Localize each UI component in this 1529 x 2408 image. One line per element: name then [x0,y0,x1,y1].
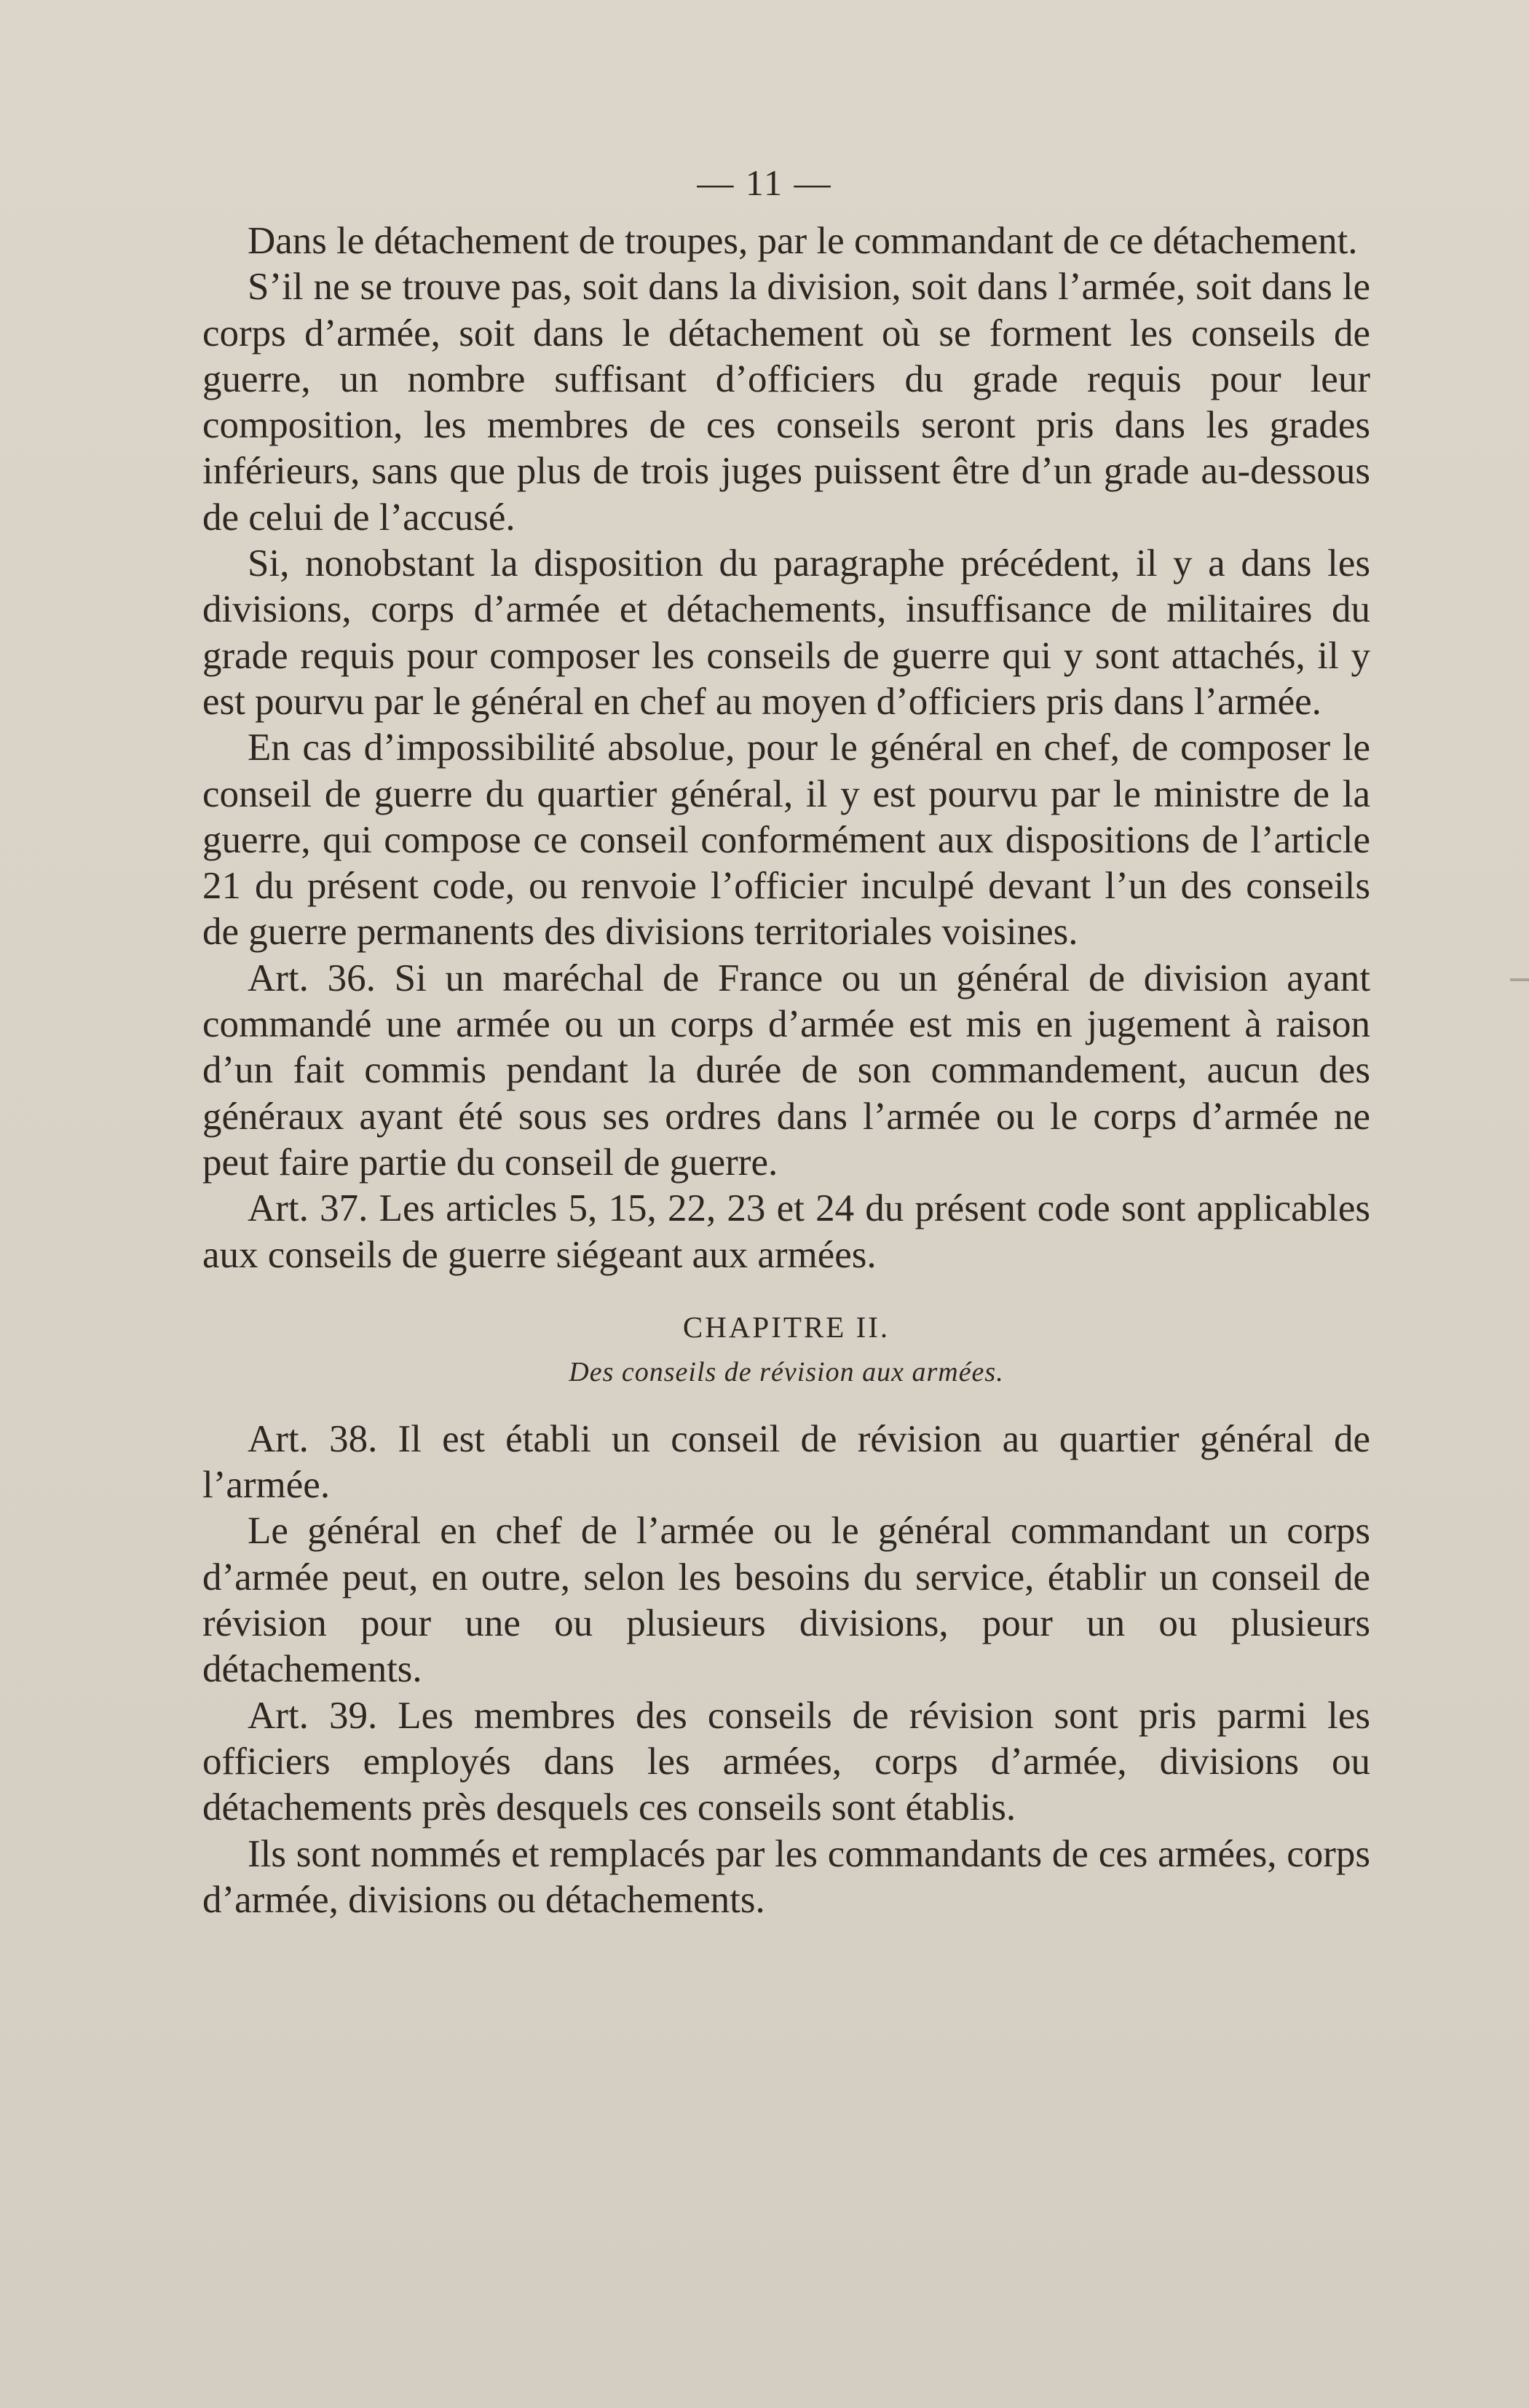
paragraph: Si, nonobstant la disposition du paragraphe précédent, il y a dans les divisions, corps d’armée et détachements, insuffisance de militaires du grade requis pour composer les conseils de guerre qui y sont attachés, il y est pourvu par le général en chef au moyen d’officiers pris dans l’armée. [202,542,1370,723]
paragraph: Dans le détachement de troupes, par le commandant de ce détachement. [248,220,1358,262]
paragraph: Ils sont nommés et remplacés par les commandants de ces armées, corps d’armée, divisions ou détachements. [202,1832,1370,1921]
page-number: — 11 — [697,162,832,203]
paragraph: S’il ne se trouve pas, soit dans la division, soit dans l’armée, soit dans le corps d’armée, soit dans le détachement où se forment les conseils de guerre, un nombre suffisant d’officiers du grade requis pour leur composition, les membres de ces conseils seront pris dans les grades inférieurs, sans que plus de trois juges puissent être d’un grade au-dessous de celui de l’accusé. [202,266,1370,539]
body-text [202,218,1370,1923]
article-36: Art. 36. Si un maréchal de France ou un général de division ayant commandé une armée ou un corps d’armée est mis en jugement à raison d’un fait commis pendant la durée de son commandement, aucun des généraux ayant été sous ses ordres dans l’armée ou le corps d’armée ne peut faire partie du conseil de guerre. [202,957,1370,1184]
paragraph: Le général en chef de l’armée ou le général commandant un corps d’armée peut, en outre, selon les besoins du service, établir un conseil de révision pour une ou plusieurs divisions, pour un ou plusieurs détachements. [202,1510,1370,1691]
article-37: Art. 37. Les articles 5, 15, 22, 23 et 24 du présent code sont applicables aux conseils de guerre siégeant aux armées. [202,1187,1370,1276]
chapter-title: CHAPITRE II. [682,1310,890,1344]
article-39: Art. 39. Les membres des conseils de révision sont pris parmi les officiers employés dans les armées, corps d’armée, divisions ou détachements près desquels ces conseils sont établis. [202,1694,1370,1829]
chapter-subtitle: Des conseils de révision aux armées. [569,1356,1004,1387]
page-edge-mark [1510,978,1529,981]
article-38: Art. 38. Il est établi un conseil de révision au quartier général de l’armée. [202,1417,1370,1507]
paragraph: En cas d’impossibilité absolue, pour le général en chef, de composer le conseil de guerre du quartier général, il y est pourvu par le ministre de la guerre, qui compose ce conseil conformément aux dispositions de l’article 21 du présent code, ou renvoie l’officier inculpé devant l’un des conseils de guerre permanents des divisions territoriales voisines. [202,726,1370,954]
